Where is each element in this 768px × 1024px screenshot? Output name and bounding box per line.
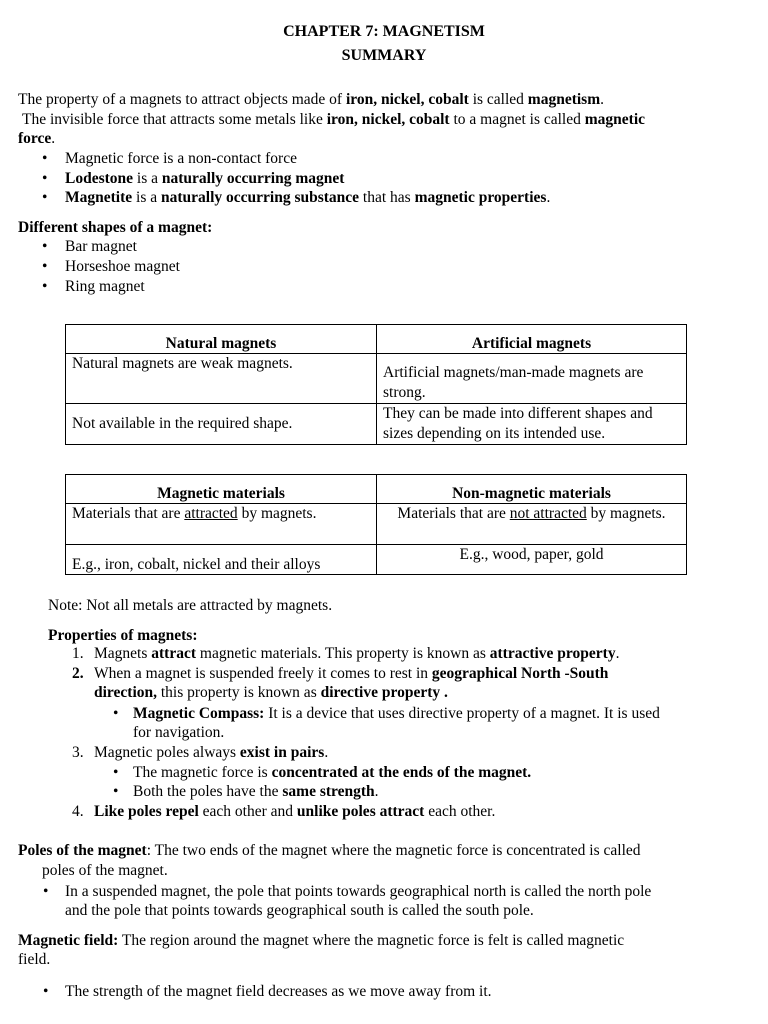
intro-bullet-1: Magnetic force is a non-contact force (65, 150, 297, 167)
poles-bullet-cont: and the pole that points towards geographical south is called the south pole. (65, 902, 534, 919)
bullet-icon: • (42, 170, 48, 187)
property-2-cont: direction, this property is known as directive property . (94, 684, 448, 701)
table-header: Natural magnets (66, 325, 377, 354)
bullet-icon: • (42, 238, 48, 255)
list-number: 3. (72, 744, 84, 761)
bullet-icon: • (42, 278, 48, 295)
table-header: Non-magnetic materials (377, 475, 687, 504)
table-cell: Artificial magnets/man-made magnets are strong. (377, 354, 687, 404)
poles-bullet: In a suspended magnet, the pole that points towards geographical north is called the north pole (65, 883, 652, 900)
field-paragraph: Magnetic field: The region around the magnet where the magnetic force is felt is called magnetic (18, 932, 625, 949)
shape-item: Horseshoe magnet (65, 258, 180, 275)
summary-title: SUMMARY (341, 47, 427, 64)
intro-bullet-3: Magnetite is a naturally occurring substance that has magnetic properties. (65, 189, 551, 206)
intro-bullet-2: Lodestone is a naturally occurring magnet (65, 170, 345, 187)
bullet-icon: • (42, 258, 48, 275)
bullet-icon: • (42, 189, 48, 206)
magnetic-materials-table (65, 474, 687, 575)
bullet-icon: • (43, 883, 49, 900)
list-number: 4. (72, 803, 84, 820)
table-header: Magnetic materials (66, 475, 377, 504)
intro-paragraph-2: The invisible force that attracts some metals like iron, nickel, cobalt to a magnet is called magnetic (22, 111, 646, 128)
compass-bullet-cont: for navigation. (133, 724, 225, 741)
intro-paragraph-2-cont: force. (18, 130, 56, 147)
bullet-icon: • (43, 983, 49, 1000)
natural-artificial-table (65, 324, 687, 445)
property-3: Magnetic poles always exist in pairs. (94, 744, 329, 761)
property-3-bullet-2: Both the poles have the same strength. (133, 783, 379, 800)
bullet-icon: • (113, 783, 119, 800)
chapter-title: CHAPTER 7: MAGNETISM (283, 23, 485, 40)
bullet-icon: • (42, 150, 48, 167)
table-cell: Natural magnets are weak magnets. (66, 354, 377, 404)
property-4: Like poles repel each other and unlike poles attract each other. (94, 803, 496, 820)
shape-item: Ring magnet (65, 278, 145, 295)
table-cell: Not available in the required shape. (66, 404, 377, 445)
properties-title: Properties of magnets: (48, 627, 198, 644)
list-number: 2. (72, 665, 84, 682)
field-paragraph-cont: field. (18, 951, 51, 968)
poles-paragraph: Poles of the magnet: The two ends of the magnet where the magnetic force is concentrated is called (18, 842, 641, 859)
bullet-icon: • (113, 764, 119, 781)
shape-item: Bar magnet (65, 238, 137, 255)
table-cell: Materials that are attracted by magnets. (66, 504, 377, 545)
shapes-title: Different shapes of a magnet: (18, 219, 213, 236)
poles-paragraph-cont: poles of the magnet. (42, 862, 168, 879)
table-cell: E.g., iron, cobalt, nickel and their alloys (66, 545, 377, 575)
compass-bullet: Magnetic Compass: It is a device that uses directive property of a magnet. It is used (133, 705, 660, 722)
property-2: When a magnet is suspended freely it comes to rest in geographical North -South (94, 665, 609, 682)
property-1: Magnets attract magnetic materials. This property is known as attractive property. (94, 645, 620, 662)
note: Note: Not all metals are attracted by magnets. (48, 597, 333, 614)
table-cell: They can be made into different shapes and sizes depending on its intended use. (377, 404, 687, 445)
property-3-bullet-1: The magnetic force is concentrated at the ends of the magnet. (133, 764, 532, 781)
field-bullet: The strength of the magnet field decreases as we move away from it. (65, 983, 492, 1000)
bullet-icon: • (113, 705, 119, 722)
table-header: Artificial magnets (377, 325, 687, 354)
table-cell: Materials that are not attracted by magnets. (377, 504, 687, 545)
table-cell: E.g., wood, paper, gold (377, 545, 687, 575)
intro-paragraph-1: The property of a magnets to attract objects made of iron, nickel, cobalt is called magnetism. (18, 91, 604, 108)
list-number: 1. (72, 645, 84, 662)
